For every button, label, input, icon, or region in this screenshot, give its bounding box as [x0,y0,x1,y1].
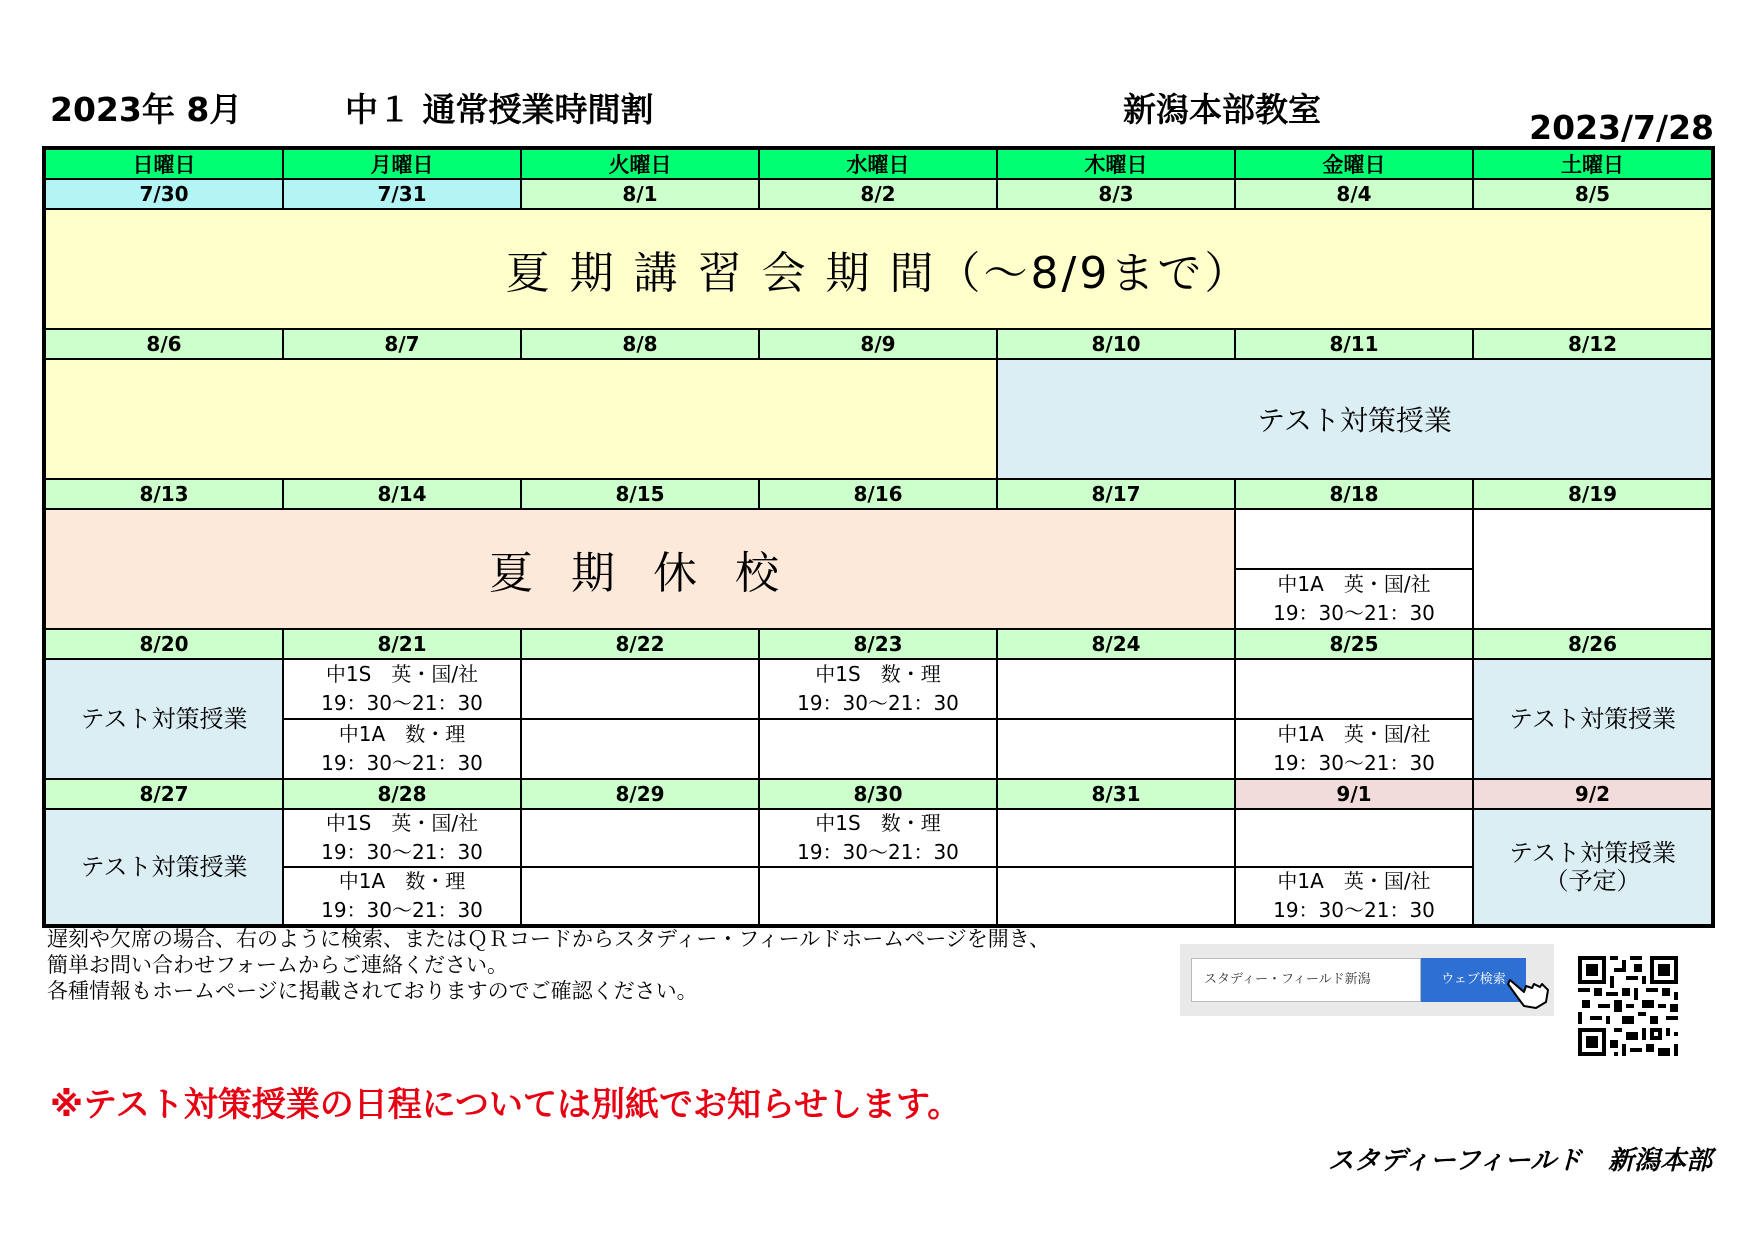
class-time: 19：30～21：30 [321,840,483,864]
date-cell: 8/22 [521,629,759,659]
note-line: 簡単お問い合わせフォームからご連絡ください。 [47,953,508,977]
weekday-tue: 火曜日 [521,149,759,179]
notice-text: ※テスト対策授業の日程については別紙でお知らせします。 [50,1085,962,1125]
class-time: 19：30～21：30 [1273,898,1435,922]
date-cell: 8/2 [759,179,997,209]
pointing-hand-icon [1506,974,1550,1010]
class-name: 中1S 数・理 [815,662,941,686]
date-cell: 7/31 [283,179,521,209]
date-cell: 8/17 [997,479,1235,509]
date-cell: 8/5 [1473,179,1712,209]
class-slot-empty [521,809,759,867]
class-slot-empty [521,719,759,779]
test-prep-block [1473,659,1712,779]
summer-course-banner: 夏 期 講 習 会 期 間（～8/9まで） [45,209,1712,329]
date-cell: 9/2 [1473,779,1712,809]
date-cell: 8/10 [997,329,1235,359]
class-time: 19：30～21：30 [797,691,959,715]
date-cell: 8/4 [1235,179,1473,209]
test-prep-block: テスト対策授業 [997,359,1712,479]
month-title: 2023年 8月 [50,90,243,129]
date-cell: 8/18 [1235,479,1473,509]
tentative-label: （予定） [1544,867,1641,895]
qr-code-icon [1578,956,1678,1056]
note-line: 遅刻や欠席の場合、右のように検索、またはＱＲコードからスタディー・フィールドホームページを開き、 [47,927,1050,951]
test-prep-block [45,659,283,779]
test-prep-label: テスト対策授業 [80,853,248,881]
note-line: 各種情報もホームページに掲載されておりますのでご確認ください。 [47,979,698,1003]
search-input: スタディー・フィールド新潟 [1191,958,1421,1002]
page-title: 中１ 通常授業時間割 [345,90,654,129]
class-name: 中1S 英・国/社 [325,662,479,686]
class-slot [283,719,521,779]
summer-course-area [45,359,997,479]
test-prep-block [1473,809,1712,925]
test-prep-label: テスト対策授業 [1508,705,1677,733]
date-cell: 8/24 [997,629,1235,659]
class-time: 19：30～21：30 [797,840,959,864]
date-cell: 8/8 [521,329,759,359]
date-cell: 8/27 [45,779,283,809]
signature: スタディーフィールド 新潟本部 [1327,1146,1712,1176]
class-name: 中1A 英・国/社 [1277,572,1431,596]
date-cell: 8/9 [759,329,997,359]
school-name: 新潟本部教室 [1123,90,1321,129]
class-slot-empty [997,719,1235,779]
weekday-fri: 金曜日 [1235,149,1473,179]
class-slot-empty [1235,659,1473,719]
date-cell: 8/6 [45,329,283,359]
class-name: 中1S 数・理 [815,811,941,835]
class-slot-empty [521,867,759,925]
date-cell: 8/31 [997,779,1235,809]
class-time: 19：30～21：30 [321,691,483,715]
date-cell: 9/1 [1235,779,1473,809]
timetable [42,146,1715,928]
class-slot-empty [997,659,1235,719]
date-cell: 8/14 [283,479,521,509]
class-time: 19：30～21：30 [321,898,483,922]
search-box-image [1180,944,1554,1016]
test-prep-block [45,809,283,925]
date-cell: 8/13 [45,479,283,509]
class-slot-empty [1473,509,1712,629]
class-slot-empty [521,659,759,719]
test-prep-label: テスト対策授業 [80,705,248,733]
class-name: 中1A 数・理 [338,722,466,746]
weekday-sun: 日曜日 [45,149,283,179]
date-cell: 8/25 [1235,629,1473,659]
date-cell: 7/30 [45,179,283,209]
class-slot-empty [997,809,1235,867]
class-slot-empty [997,867,1235,925]
summer-closed-banner: 夏 期 休 校 [45,509,1235,629]
class-slot-empty [759,719,997,779]
class-time: 19：30～21：30 [1273,751,1435,775]
date-cell: 8/23 [759,629,997,659]
class-time: 19：30～21：30 [321,751,483,775]
date-cell: 8/1 [521,179,759,209]
class-slot [283,867,521,925]
class-slot-empty [1235,509,1473,569]
date-cell: 8/19 [1473,479,1712,509]
date-cell: 8/7 [283,329,521,359]
date-cell: 8/29 [521,779,759,809]
class-time: 19：30～21：30 [1273,601,1435,625]
issue-date: 2023/7/28 [1529,108,1714,147]
weekday-sat: 土曜日 [1473,149,1712,179]
web-search-button: ウェブ検索 [1421,958,1526,1002]
contact-note [47,926,1050,1004]
date-cell: 8/12 [1473,329,1712,359]
date-cell: 8/30 [759,779,997,809]
date-cell: 8/20 [45,629,283,659]
test-prep-label: テスト対策授業 [1508,839,1677,867]
date-cell: 8/15 [521,479,759,509]
weekday-wed: 水曜日 [759,149,997,179]
class-slot [283,809,521,867]
class-slot-empty [759,867,997,925]
class-slot [1235,719,1473,779]
date-cell: 8/11 [1235,329,1473,359]
date-cell: 8/21 [283,629,521,659]
class-name: 中1A 数・理 [338,869,466,893]
class-name: 中1S 英・国/社 [325,811,479,835]
class-slot-empty [1235,809,1473,867]
class-name: 中1A 英・国/社 [1277,869,1431,893]
class-slot [1235,867,1473,925]
date-cell: 8/16 [759,479,997,509]
class-slot [1235,569,1473,629]
date-cell: 8/3 [997,179,1235,209]
weekday-thu: 木曜日 [997,149,1235,179]
weekday-mon: 月曜日 [283,149,521,179]
class-name: 中1A 英・国/社 [1277,722,1431,746]
class-slot [759,659,997,719]
class-slot [283,659,521,719]
date-cell: 8/28 [283,779,521,809]
date-cell: 8/26 [1473,629,1712,659]
class-slot [759,809,997,867]
